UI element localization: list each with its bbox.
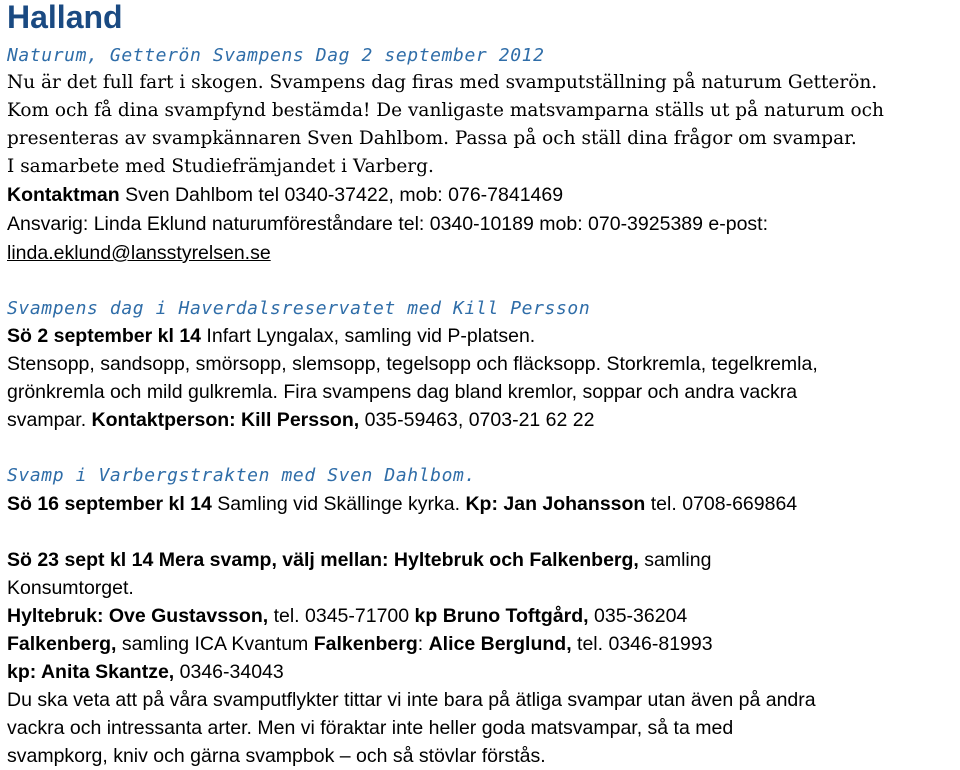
event-date: Sö 2 september kl 14: [7, 325, 202, 347]
contact-person: kp Bruno Toftgård,: [414, 605, 589, 627]
falkenberg-contact-line: [7, 631, 713, 657]
section-heading-naturum: Naturum, Getterön Svampens Dag 2 september 2012: [7, 45, 545, 66]
paragraph-line: Nu är det full fart i skogen. Svampens dag firas med svamputställning på naturum Getterön.: [7, 72, 878, 93]
event-place: Infart Lyngalax, samling vid P-platsen.: [201, 325, 536, 347]
section-heading-haverdal: Svampens dag i Haverdalsreservatet med Kill Persson: [7, 298, 591, 319]
paragraph-line: svampkorg, kniv och gärna svampbok – och så stövlar förstås.: [7, 745, 546, 767]
event-date-line: [7, 491, 797, 517]
paragraph-line: Du ska veta att på våra svamputflykter tittar vi inte bara på ätliga svampar utan även på andra: [7, 689, 816, 711]
contact-person: kp: Anita Skantze,: [7, 661, 175, 683]
event-date-line: [7, 547, 711, 573]
event-place: Samling vid Skällinge kyrka.: [211, 493, 466, 515]
contact-person: Alice Berglund,: [428, 633, 572, 655]
kp-contact-line: [7, 659, 284, 685]
contact-person: Kontaktperson: Kill Persson,: [91, 409, 360, 431]
contact-line: [7, 182, 563, 208]
section-heading-varberg: Svamp i Varbergstrakten med Sven Dahlbom.: [7, 465, 476, 486]
location-name: Falkenberg,: [7, 633, 117, 655]
event-date-line: [7, 323, 535, 349]
hyltebruk-contact-line: [7, 603, 687, 629]
event-date: Sö 16 september kl 14: [7, 493, 212, 515]
contact-person: Hyltebruk: Ove Gustavsson,: [7, 605, 269, 627]
contact-phone: tel. 0708-669864: [645, 493, 798, 515]
paragraph-line: Kom och få dina svampfynd bestämda! De vanligaste matsvamparna ställs ut på naturum och: [7, 100, 884, 121]
paragraph-line: Konsumtorget.: [7, 577, 134, 599]
paragraph-line: presenteras av svampkännaren Sven Dahlbom. Passa på och ställ dina frågor om svampar.: [7, 128, 857, 149]
contact-line: [7, 407, 594, 433]
contact-details: Sven Dahlbom tel 0340-37422, mob: 076-7841469: [119, 184, 564, 206]
contact-phone: 035-59463, 0703-21 62 22: [359, 409, 595, 431]
contact-phone: 0346-34043: [174, 661, 284, 683]
event-place: samling: [638, 549, 712, 571]
contact-label: Kontaktman: [7, 184, 120, 206]
contact-person: Kp: Jan Johansson: [465, 493, 646, 515]
email-link[interactable]: linda.eklund@lansstyrelsen.se: [7, 242, 271, 264]
paragraph-line: grönkremla och mild gulkremla. Fira svampens dag bland kremlor, soppar och andra vackra: [7, 381, 798, 403]
event-date: Sö 23 sept kl 14 Mera svamp, välj mellan: Hyltebruk och Falkenberg,: [7, 549, 639, 571]
paragraph-line: vackra och intressanta arter. Men vi föraktar inte heller goda matsvampar, så ta med: [7, 717, 734, 739]
contact-phone: tel. 0345-71700: [268, 605, 415, 627]
contact-phone: 035-36204: [588, 605, 688, 627]
paragraph-line: I samarbete med Studiefrämjandet i Varberg.: [7, 156, 434, 177]
meeting-place: samling ICA Kvantum: [116, 633, 314, 655]
paragraph-line: Stensopp, sandsopp, smörsopp, slemsopp, tegelsopp och fläcksopp. Storkremla, tegelkremla,: [7, 353, 818, 375]
responsible-line: Ansvarig: Linda Eklund naturumföreståndare tel: 0340-10189 mob: 070-3925389 e-post:: [7, 213, 769, 235]
location-name: Falkenberg: [313, 633, 418, 655]
paragraph-text: svampar.: [7, 409, 92, 431]
separator: :: [417, 633, 429, 655]
page-title: Halland: [7, 0, 123, 35]
contact-phone: tel. 0346-81993: [571, 633, 713, 655]
